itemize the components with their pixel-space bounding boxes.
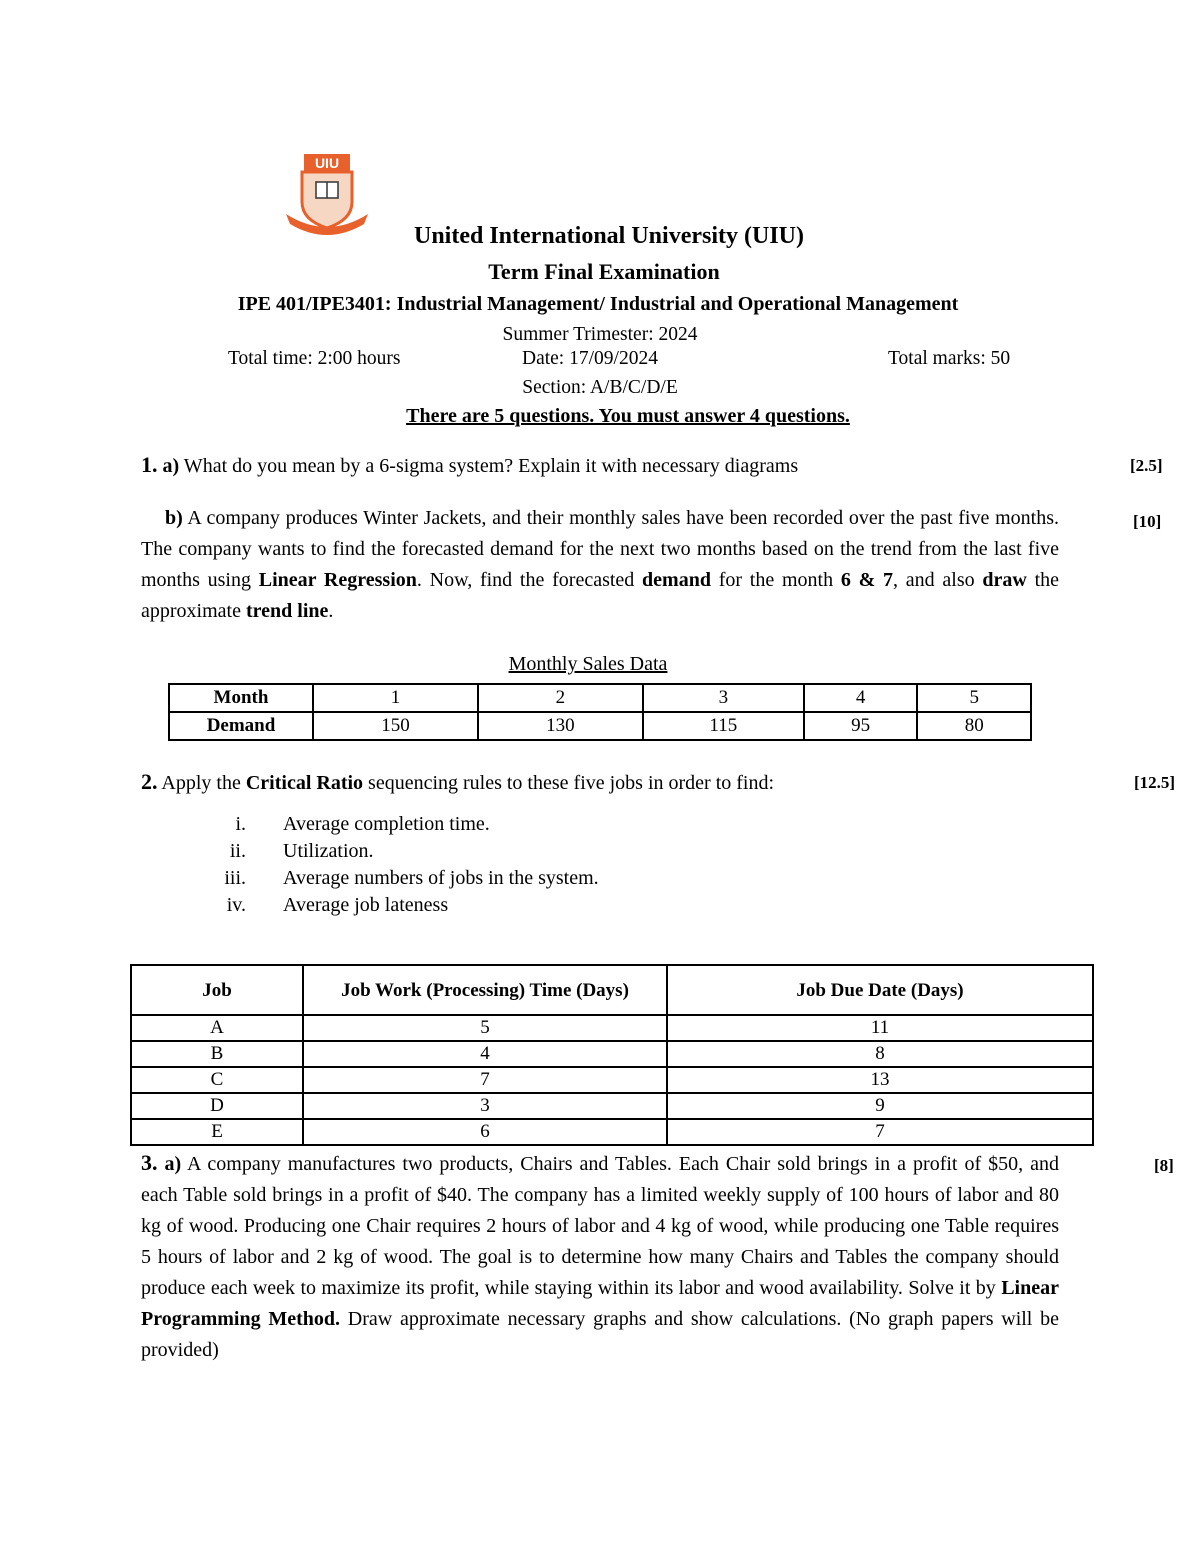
question-1b-emphasis: draw	[982, 569, 1027, 591]
list-item	[141, 892, 599, 919]
question-1b-text: , and also	[893, 569, 983, 591]
table-header: Job Due Date (Days)	[667, 965, 1093, 1015]
table-header: Job Work (Processing) Time (Days)	[303, 965, 667, 1015]
course-title: IPE 401/IPE3401: Industrial Management/ Industrial and Operational Management	[237, 293, 959, 315]
table-cell: 80	[917, 712, 1031, 740]
question-1b-label: b)	[165, 507, 183, 529]
table-cell: 7	[303, 1067, 667, 1093]
table-cell: 150	[313, 712, 478, 740]
question-3a-text: Draw approximate necessary graphs and show calculations. (No graph papers will be provided)	[141, 1308, 1059, 1361]
total-time: Total time: 2:00 hours	[228, 348, 401, 369]
list-item-text: Average job lateness	[283, 894, 449, 916]
table-row	[131, 1093, 1093, 1119]
question-3a-text: A company manufactures two products, Chairs and Tables. Each Chair sold brings in a profit of $50, and each Table sold brings in a profit of $40. The company has a limited weekly supply of 100 hours of labor and 80 kg of wood. Producing one Chair requires 2 hours of labor and 4 kg of wood, while producing one Table requires 5 hours of labor and 2 kg of wood. The goal is to determine how many Chairs and Tables the company should produce each week to maximize its profit, while staying within its labor and wood availability. Solve it by	[141, 1153, 1059, 1299]
list-item-text: Utilization.	[283, 840, 374, 862]
question-3a-marks: [8]	[1154, 1156, 1174, 1175]
instruction: There are 5 questions. You must answer 4 questions.	[406, 405, 850, 427]
exam-date: Date: 17/09/2024	[522, 348, 658, 369]
question-3-number: 3.	[141, 1150, 158, 1175]
list-item-text: Average numbers of jobs in the system.	[283, 867, 599, 889]
list-item-text: Average completion time.	[283, 813, 490, 835]
trimester: Summer Trimester: 2024	[502, 324, 698, 345]
exam-title: Term Final Examination	[488, 259, 720, 284]
table-cell: 3	[643, 684, 804, 712]
table-row	[131, 1015, 1093, 1041]
table-row	[131, 1041, 1093, 1067]
table-cell: 8	[667, 1041, 1093, 1067]
table-cell: Month	[169, 684, 313, 712]
table-row	[131, 1067, 1093, 1093]
list-item	[141, 838, 599, 865]
question-1b-emphasis: trend line	[245, 600, 329, 622]
question-2-emphasis: Critical Ratio	[245, 772, 364, 794]
question-1b	[141, 503, 1059, 627]
question-1b-text: . Now, find the forecasted	[416, 569, 643, 591]
table-cell: 9	[667, 1093, 1093, 1119]
list-item-number: iii.	[224, 867, 246, 889]
total-marks: Total marks: 50	[888, 348, 1011, 369]
table-row	[169, 684, 1031, 712]
question-1a-label: a)	[162, 455, 180, 477]
table-cell: E	[131, 1119, 303, 1145]
question-1a	[141, 451, 1041, 480]
question-2	[141, 768, 1091, 797]
question-1b-emphasis: Linear Regression	[258, 569, 417, 591]
question-3a-label: a)	[164, 1153, 182, 1175]
table-cell: 95	[804, 712, 918, 740]
sales-table-title: Monthly Sales Data	[508, 653, 668, 675]
question-1b-text: the approximate	[141, 569, 1059, 622]
jobs-table	[130, 964, 1094, 1146]
table-cell: 13	[667, 1067, 1093, 1093]
question-1a-marks: [2.5]	[1130, 456, 1163, 475]
table-cell: 6	[303, 1119, 667, 1145]
table-cell: 4	[804, 684, 918, 712]
question-3a	[141, 1147, 1059, 1366]
question-2-number: 2.	[141, 769, 158, 794]
table-cell: C	[131, 1067, 303, 1093]
sales-table	[168, 683, 1032, 741]
list-item-number: i.	[235, 813, 246, 835]
list-item	[141, 811, 599, 838]
table-cell: 2	[478, 684, 643, 712]
list-item	[141, 865, 599, 892]
question-2-list	[141, 811, 599, 919]
question-2-text: Apply the	[157, 772, 246, 794]
question-1a-text: What do you mean by a 6-sigma system? Explain it with necessary diagrams	[179, 455, 799, 477]
table-row	[169, 712, 1031, 740]
logo-text: UIU	[314, 155, 340, 171]
question-3a-emphasis: Linear Programming Method.	[141, 1277, 1059, 1330]
question-1-number: 1.	[141, 452, 158, 477]
table-cell: 115	[643, 712, 804, 740]
question-1b-text: for the month	[710, 569, 841, 591]
table-row	[131, 1119, 1093, 1145]
table-cell: 5	[917, 684, 1031, 712]
table-cell: D	[131, 1093, 303, 1119]
table-cell: 1	[313, 684, 478, 712]
university-name: United International University (UIU)	[414, 223, 804, 249]
list-item-number: ii.	[229, 840, 246, 862]
section: Section: A/B/C/D/E	[522, 377, 678, 398]
table-cell: B	[131, 1041, 303, 1067]
table-header-row	[131, 965, 1093, 1015]
table-cell: 11	[667, 1015, 1093, 1041]
table-header: Job	[131, 965, 303, 1015]
table-cell: Demand	[169, 712, 313, 740]
question-2-text: sequencing rules to these five jobs in order to find:	[363, 772, 775, 794]
question-1b-text: A company produces Winter Jackets, and their monthly sales have been recorded over the past five months. The company wants to find the forecasted demand for the next two months based on the trend from the last five months using	[141, 507, 1059, 591]
question-1b-emphasis: 6 & 7	[840, 569, 893, 591]
table-cell: A	[131, 1015, 303, 1041]
question-1b-emphasis: demand	[642, 569, 711, 591]
table-cell: 5	[303, 1015, 667, 1041]
question-2-marks: [12.5]	[1134, 773, 1176, 792]
table-cell: 4	[303, 1041, 667, 1067]
question-1b-text: .	[328, 600, 334, 622]
list-item-number: iv.	[226, 894, 246, 916]
question-1b-marks: [10]	[1133, 512, 1162, 531]
table-cell: 130	[478, 712, 643, 740]
table-cell: 3	[303, 1093, 667, 1119]
table-cell: 7	[667, 1119, 1093, 1145]
